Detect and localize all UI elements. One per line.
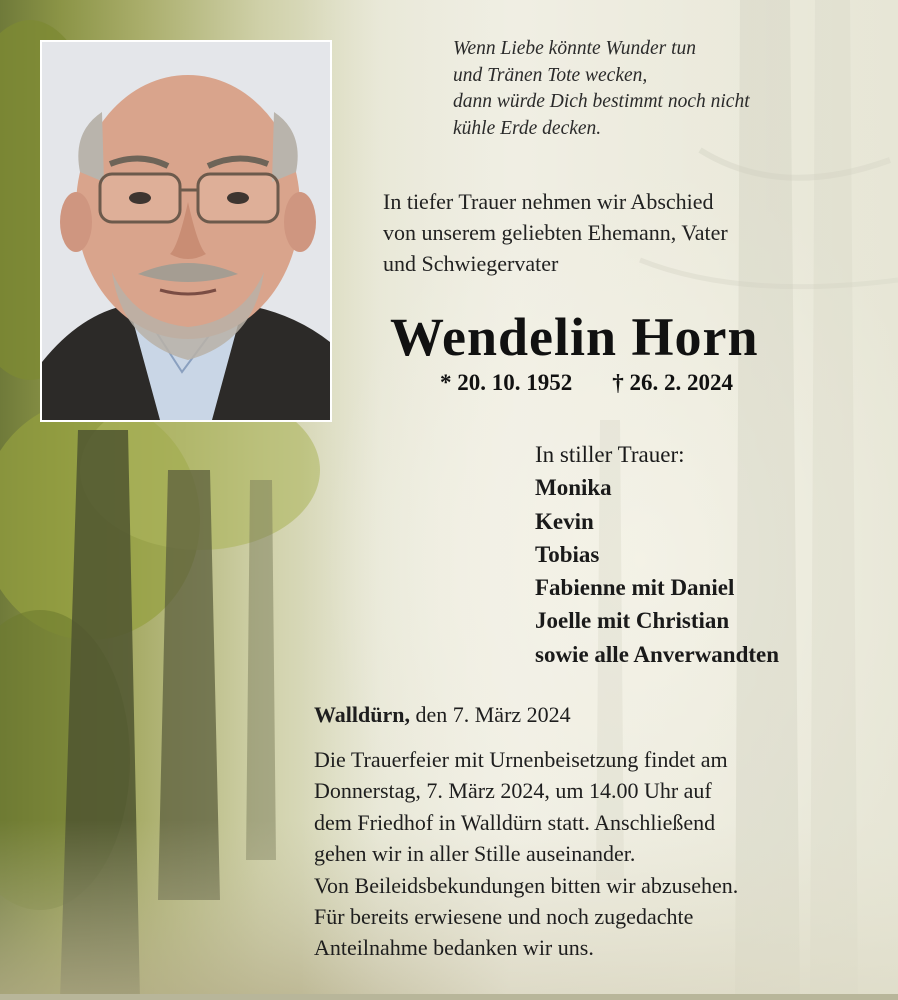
farewell-intro [383, 186, 863, 279]
mourner-name: Tobias [535, 541, 600, 567]
memorial-poem [453, 36, 873, 142]
poem-line: und Tränen Tote wecken, [453, 64, 648, 86]
mourner-name: Monika [535, 475, 612, 501]
details-line: Die Trauerfeier mit Urnenbeisetzung findet am [314, 747, 728, 772]
deceased-name: Wendelin Horn [390, 307, 759, 367]
intro-line: und Schwiegervater [383, 251, 559, 276]
mourner-name: sowie alle Anverwandten [535, 641, 780, 667]
details-line: Donnerstag, 7. März 2024, um 14.00 Uhr auf [314, 778, 712, 804]
poem-line: dann würde Dich bestimmt noch nicht [453, 91, 750, 112]
intro-line: In tiefer Trauer nehmen wir Abschied [383, 189, 714, 214]
portrait-photo [40, 40, 332, 422]
birth-date: * 20. 10. 1952 [440, 370, 573, 395]
details-line: dem Friedhof in Walldürn statt. Anschließend [314, 809, 716, 835]
place-date-line [314, 702, 874, 728]
poem-line: kühle Erde decken. [453, 117, 602, 139]
bottom-border [0, 994, 898, 1000]
notice-date: den 7. März 2024 [415, 702, 571, 727]
mourners-label: In stiller Trauer: [535, 442, 685, 467]
mourner-name: Joelle mit Christian [535, 608, 730, 634]
poem-line: Wenn Liebe könnte Wunder tun [453, 38, 696, 59]
details-line: Von Beileidsbekundungen bitten wir abzusehen. [314, 872, 739, 898]
ceremony-details [314, 744, 874, 964]
details-line: gehen wir in aller Stille auseinander. [314, 841, 636, 867]
mourners-list [535, 438, 875, 671]
mourner-name: Kevin [535, 508, 594, 534]
intro-line: von unserem geliebten Ehemann, Vater [383, 220, 728, 245]
details-line: Anteilnahme bedanken wir uns. [314, 935, 594, 961]
death-date: † 26. 2. 2024 [612, 370, 733, 395]
place-town: Walldürn, [314, 702, 410, 727]
details-line: Für bereits erwiesene und noch zugedachte [314, 904, 694, 930]
mourner-name: Fabienne mit Daniel [535, 575, 735, 601]
life-dates [440, 370, 860, 396]
